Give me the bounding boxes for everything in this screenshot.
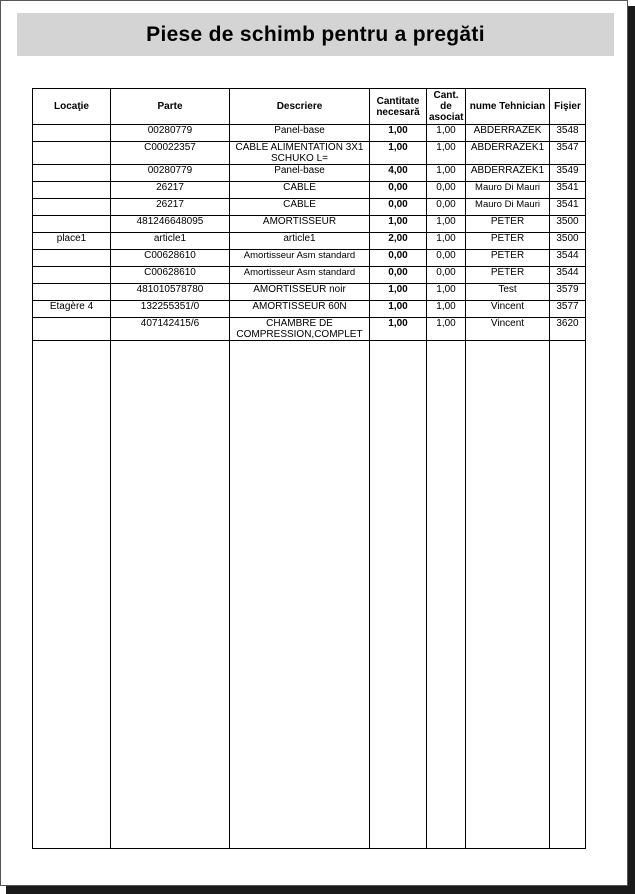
cell-fisier: 3544 — [550, 267, 586, 284]
cell-descriere: AMORTISSEUR — [230, 216, 370, 233]
parts-table — [32, 88, 586, 849]
cell-asociat: 1,00 — [427, 301, 466, 318]
col-header-fisier: Fişier — [550, 89, 586, 125]
cell-locatie — [33, 250, 111, 267]
cell-tehnician: PETER — [466, 216, 550, 233]
cell-fisier: 3579 — [550, 284, 586, 301]
cell-tehnician: PETER — [466, 267, 550, 284]
cell-asociat: 0,00 — [427, 199, 466, 216]
cell-locatie — [33, 182, 111, 199]
col-header-descriere: Descriere — [230, 89, 370, 125]
table-row — [33, 182, 586, 199]
table-row — [33, 284, 586, 301]
table-empty-space — [33, 341, 586, 849]
col-header-cantitate: Cantitate necesară — [370, 89, 427, 125]
table-row — [33, 199, 586, 216]
table-row — [33, 165, 586, 182]
col-header-tehnician: nume Tehnician — [466, 89, 550, 125]
table-row — [33, 301, 586, 318]
cell-locatie — [33, 216, 111, 233]
cell-descriere: article1 — [230, 233, 370, 250]
cell-descriere: CÂBLE — [230, 182, 370, 199]
table-header-row — [33, 89, 586, 125]
cell-asociat: 0,00 — [427, 267, 466, 284]
report-title: Piese de schimb pentru a pregăti — [146, 22, 485, 46]
cell-fisier: 3541 — [550, 199, 586, 216]
table-row — [33, 267, 586, 284]
page-shadow-bottom — [6, 886, 635, 894]
cell-descriere: AMORTISSEUR noir — [230, 284, 370, 301]
cell-parte: article1 — [111, 233, 230, 250]
cell-locatie — [33, 125, 111, 142]
cell-asociat: 1,00 — [427, 142, 466, 165]
cell-tehnician: PETER — [466, 233, 550, 250]
cell-cantitate: 0,00 — [370, 267, 427, 284]
cell-tehnician: Test — [466, 284, 550, 301]
cell-tehnician: ABDERRAZEK — [466, 125, 550, 142]
cell-asociat: 1,00 — [427, 284, 466, 301]
col-header-locatie: Locaţie — [33, 89, 111, 125]
cell-descriere: Amortisseur Asm standard — [230, 250, 370, 267]
cell-parte: 00280779 — [111, 125, 230, 142]
cell-fisier: 3549 — [550, 165, 586, 182]
cell-cantitate: 0,00 — [370, 199, 427, 216]
table-row — [33, 318, 586, 341]
cell-parte: 132255351/0 — [111, 301, 230, 318]
cell-fisier: 3500 — [550, 216, 586, 233]
cell-cantitate: 1,00 — [370, 125, 427, 142]
cell-cantitate: 4,00 — [370, 165, 427, 182]
page-shadow-right — [628, 6, 635, 894]
cell-asociat: 1,00 — [427, 318, 466, 341]
cell-locatie — [33, 267, 111, 284]
cell-cantitate: 1,00 — [370, 142, 427, 165]
cell-tehnician: Mauro Di Mauri — [466, 182, 550, 199]
cell-locatie: Etagère 4 — [33, 301, 111, 318]
cell-descriere: Panel-base — [230, 165, 370, 182]
col-header-cant-asociat: Cant. de asociat — [427, 89, 466, 125]
cell-parte: C00628610 — [111, 250, 230, 267]
cell-tehnician: ABDERRAZEK1 — [466, 165, 550, 182]
cell-descriere: CHAMBRE DE COMPRESSION,COMPLET — [230, 318, 370, 341]
cell-cantitate: 2,00 — [370, 233, 427, 250]
cell-fisier: 3544 — [550, 250, 586, 267]
cell-asociat: 1,00 — [427, 216, 466, 233]
col-header-parte: Parte — [111, 89, 230, 125]
table-row — [33, 142, 586, 165]
cell-cantitate: 1,00 — [370, 216, 427, 233]
cell-asociat: 0,00 — [427, 182, 466, 199]
cell-tehnician: Vincent — [466, 318, 550, 341]
cell-fisier: 3577 — [550, 301, 586, 318]
cell-asociat: 1,00 — [427, 233, 466, 250]
cell-descriere: Panel-base — [230, 125, 370, 142]
cell-fisier: 3547 — [550, 142, 586, 165]
cell-parte: 26217 — [111, 199, 230, 216]
title-bar — [17, 13, 614, 56]
cell-tehnician: ABDERRAZEK1 — [466, 142, 550, 165]
cell-fisier: 3541 — [550, 182, 586, 199]
cell-parte: 26217 — [111, 182, 230, 199]
cell-tehnician: PETER — [466, 250, 550, 267]
cell-cantitate: 1,00 — [370, 284, 427, 301]
cell-descriere: AMORTISSEUR 60N — [230, 301, 370, 318]
cell-parte: 00280779 — [111, 165, 230, 182]
cell-locatie: place1 — [33, 233, 111, 250]
cell-fisier: 3500 — [550, 233, 586, 250]
cell-cantitate: 0,00 — [370, 250, 427, 267]
cell-asociat: 1,00 — [427, 165, 466, 182]
cell-locatie — [33, 284, 111, 301]
cell-locatie — [33, 318, 111, 341]
table-row — [33, 125, 586, 142]
cell-asociat: 1,00 — [427, 125, 466, 142]
cell-tehnician: Mauro Di Mauri — [466, 199, 550, 216]
cell-descriere: CÂBLE — [230, 199, 370, 216]
cell-fisier: 3620 — [550, 318, 586, 341]
cell-fisier: 3548 — [550, 125, 586, 142]
table-row — [33, 216, 586, 233]
cell-descriere: CABLE ALIMENTATION 3X1 SCHUKO L= — [230, 142, 370, 165]
cell-asociat: 0,00 — [427, 250, 466, 267]
cell-cantitate: 0,00 — [370, 182, 427, 199]
cell-parte: 481010578780 — [111, 284, 230, 301]
table-row — [33, 250, 586, 267]
cell-cantitate: 1,00 — [370, 318, 427, 341]
cell-descriere: Amortisseur Asm standard — [230, 267, 370, 284]
cell-locatie — [33, 142, 111, 165]
cell-locatie — [33, 165, 111, 182]
cell-tehnician: Vincent — [466, 301, 550, 318]
table-row — [33, 233, 586, 250]
cell-parte: 481246648095 — [111, 216, 230, 233]
cell-parte: C00022357 — [111, 142, 230, 165]
cell-parte: 407142415/6 — [111, 318, 230, 341]
cell-cantitate: 1,00 — [370, 301, 427, 318]
cell-parte: C00628610 — [111, 267, 230, 284]
cell-locatie — [33, 199, 111, 216]
